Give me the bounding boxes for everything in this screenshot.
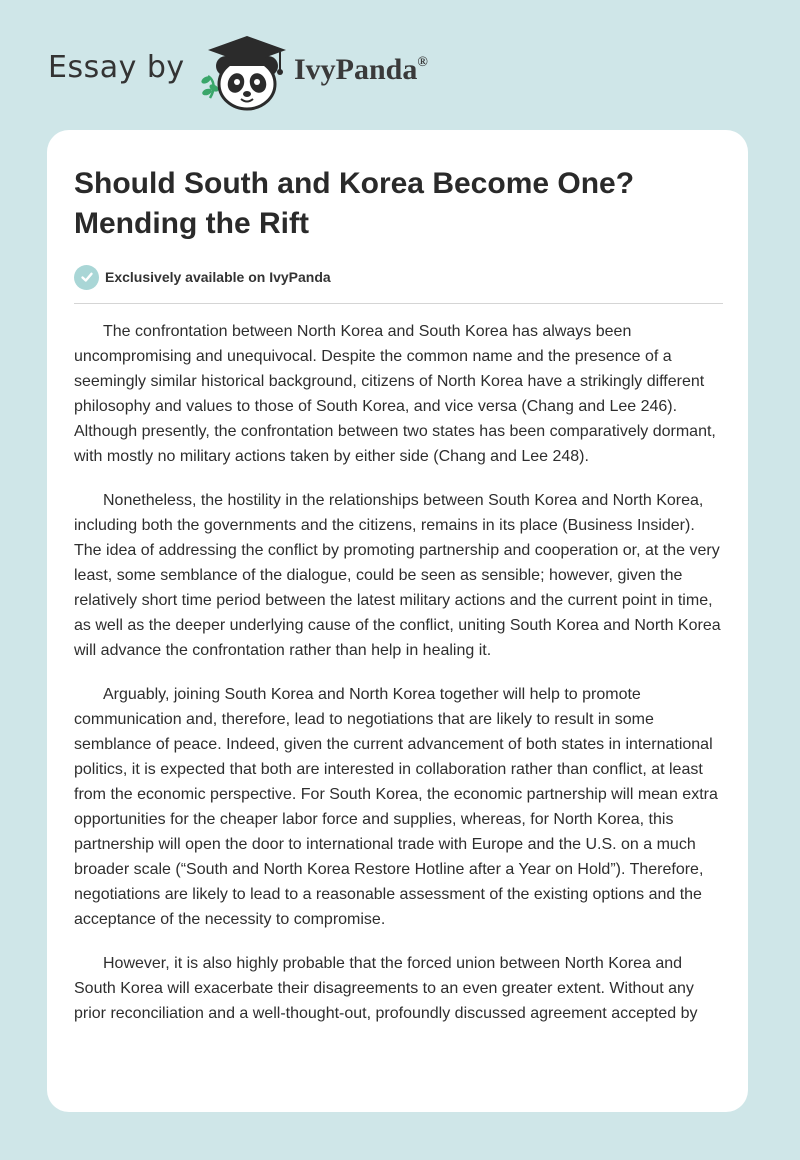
page-title — [74, 164, 724, 244]
panda-graduate-icon — [196, 30, 292, 112]
divider — [74, 303, 723, 304]
exclusive-badge — [74, 264, 331, 290]
site-header — [0, 0, 800, 130]
essay-card — [47, 130, 748, 1112]
paragraph: Nonetheless, the hostility in the relationships between South Korea and North Korea, including both the governments and the citizens, remains in its place (Business Insider). The idea of addressing the conflict by promoting partnership and cooperation or, at the very least, some semblance of the dialogue, could be seen as sensible; however, given the relatively short time period between the latest military actions and the current point in time, as well as the deeper underlying cause of the conflict, uniting South Korea and North Korea will advance the confrontation rather than help in healing it. — [74, 492, 721, 659]
registered-mark: ® — [417, 55, 428, 70]
title-line-2: Mending the Rift — [74, 207, 309, 240]
paragraph: The confrontation between North Korea and South Korea has always been uncompromising and unequivocal. Despite the common name and the presence of a seemingly similar historical background, citizens of North Korea have a strikingly different philosophy and values to those of South Korea, and vice versa (Chang and Lee 246). Although presently, the confrontation between two states has been comparatively dormant, with mostly no military actions taken by either side (Chang and Lee 248). — [74, 323, 716, 465]
brand-text: IvyPanda — [294, 53, 418, 86]
brand-name[interactable] — [294, 53, 428, 87]
essay-by-label: Essay by — [48, 50, 185, 85]
paragraph: Arguably, joining South Korea and North Korea together will help to promote communication and, therefore, lead to negotiations that are likely to result in some semblance of peace. Indeed, given the current advancement of both states in international politics, it is expected that both are interested in collaboration rather than conflict, at least from the economic perspective. For South Korea, the economic partnership will mean extra opportunities for the cheaper labor force and supplies, whereas, for North Korea, this partnership will open the door to international trade with Europe and the U.S. on a much broader scale (“South and North Korea Restore Hotline after a Year on Hold”). Therefore, negotiations are likely to lead to a reasonable assessment of the existing options and the acceptance of the necessity to compromise. — [74, 686, 718, 928]
exclusive-label: Exclusively available on IvyPanda — [105, 269, 331, 285]
title-line-1: Should South and Korea Become One? — [74, 167, 635, 200]
check-icon — [74, 265, 99, 290]
paragraph: However, it is also highly probable that the forced union between North Korea and South Korea will exacerbate their disagreements to an even greater extent. Without any prior reconciliation and a well-thought-out, profoundly discussed agreement accepted by — [74, 955, 698, 1022]
essay-body — [74, 319, 724, 1045]
